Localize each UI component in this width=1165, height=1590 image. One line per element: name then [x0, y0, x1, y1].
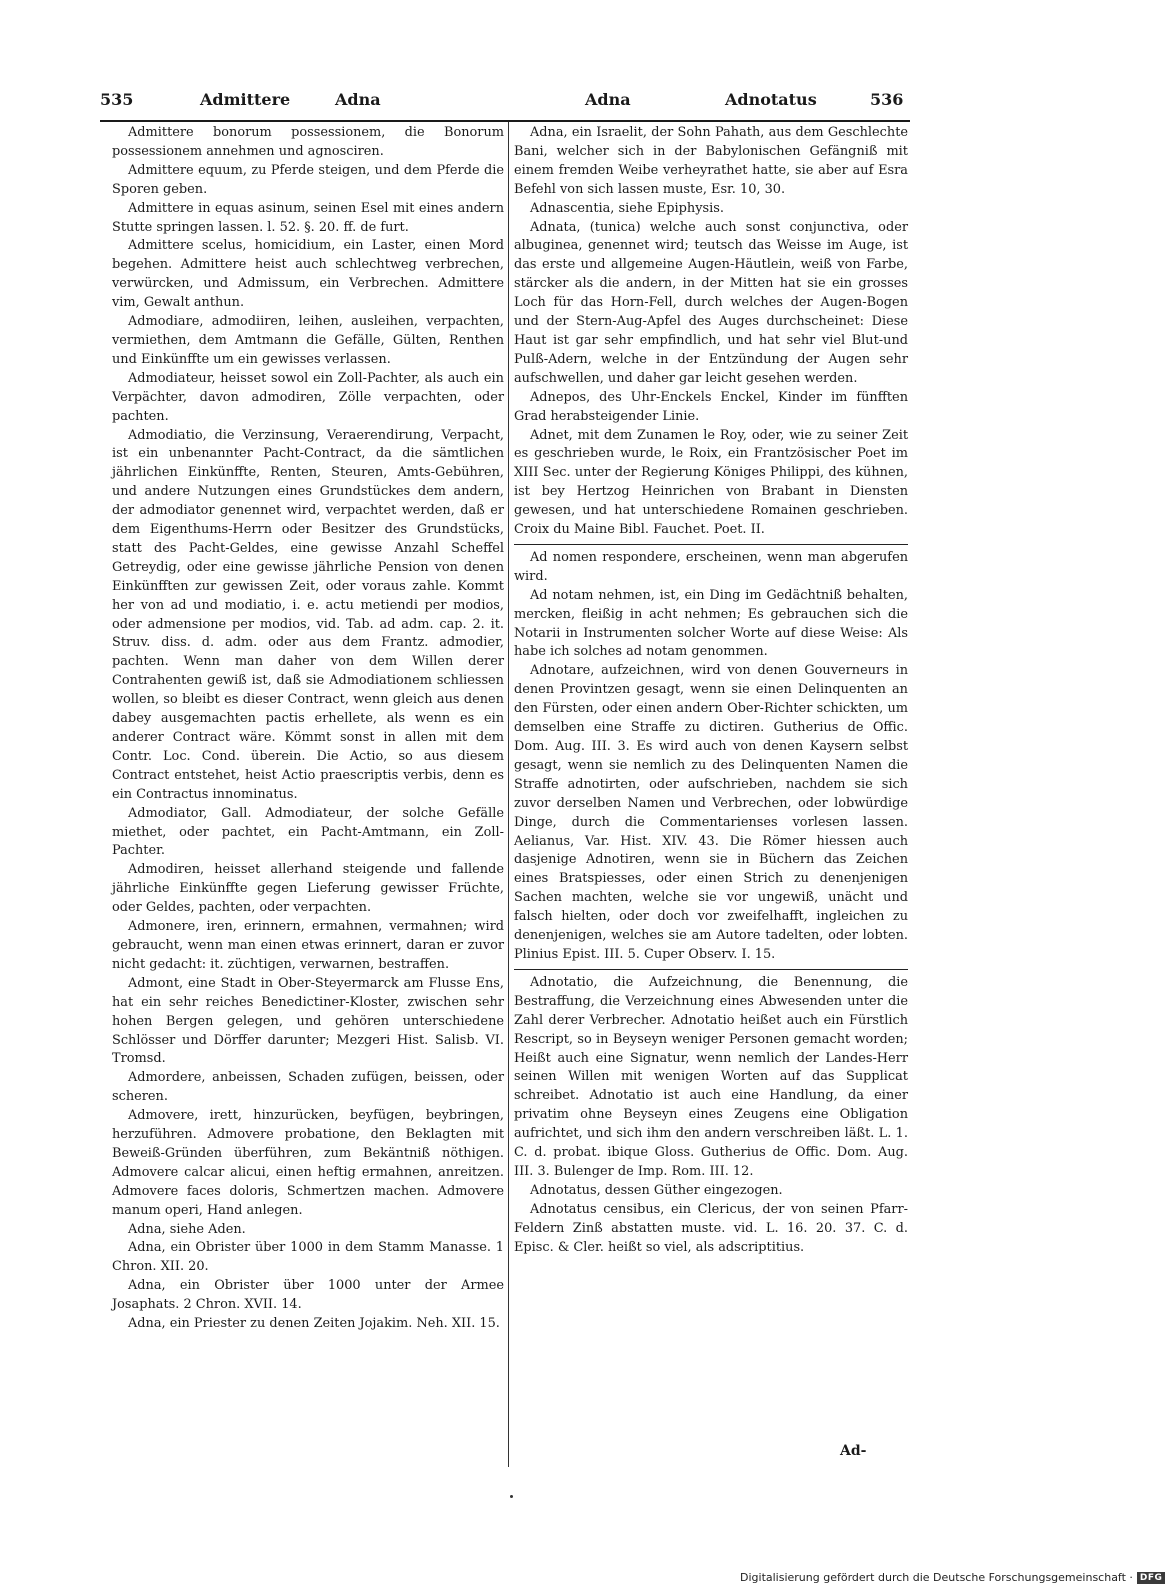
page-number-left: 535 [100, 90, 134, 109]
entry: Admittere scelus, homicidium, ein Laster, einen Mord begehen. Admittere heist auch schlechtweg verbrechen, verwürcken, und Admissum, ein Verbrechen. Admittere vim, Gewalt anthun. [112, 238, 504, 311]
entry: Adnotare, aufzeichnen, wird von denen Gouverneurs in denen Provintzen gesagt, wenn sie einen Delinquenten an den Fürsten, oder einen andern Ober-Richter schickten, um demselben eine Straffe zu dictiren. Gutherius de Offic. Dom. Aug. III. 3. Es wird auch von denen Kaysern selbst gesagt, wenn sie nemlich zu des Delinquenten Namen die Straffe adnotirten, oder aufschrieben, nachdem sie sich zuvor derselben Namen und Verbrechen, oder lobwürdige Dinge, durch die Commentarienses vorlesen lassen. Aelianus, Var. Hist. XIV. 43. Die Römer hiessen auch dasjenige Adnotiren, wenn sie in Büchern das Zeichen eines Bratspiesses, oder einen Strich zu denenjenigen Sachen machten, welche sie vor ungewiß, unächt und falsch hielten, oder doch vor zweifelhafft, ingleichen zu denenjenigen, welches sie am Autore tadelten, oder lobten. Plinius Epist. III. 5. Cuper Observ. I. 15. [514, 663, 908, 962]
entry: Admodiren, heisset allerhand steigende und fallende jährliche Einkünffte gegen Lieferung gewisser Früchte, oder Geldes, pachten, oder verpachten. [112, 862, 504, 916]
entry: Admittere bonorum possessionem, die Bonorum possessionem annehmen und agnosciren. [112, 125, 504, 159]
footer-text: Digitalisierung gefördert durch die Deutsche Forschungsgemeinschaft · [740, 1571, 1133, 1584]
left-column [112, 124, 504, 1334]
header-word-right-2: Adnotatus [725, 90, 817, 109]
entry: Admovere, irett, hinzurücken, beyfügen, beybringen, herzuführen. Admovere probatione, den Beklagten mit Beweiß-Gründen überführen, zum Bekäntniß nöthigen. Admovere calcar alicui, einen heftig ermahnen, anreitzen. Admovere faces doloris, Schmertzen machen. Admovere manum operi, Hand anlegen. [112, 1108, 504, 1218]
entry: Adna, siehe Aden. [128, 1221, 246, 1237]
entry: Admordere, anbeissen, Schaden zufügen, beissen, oder scheren. [112, 1070, 504, 1105]
entry: Adnotatus censibus, ein Clericus, der von seinen Pfarr-Feldern Zinß abstatten muste. vid. L. 16. 20. 37. C. d. Episc. & Cler. heißt so viel, als adscriptitius. [514, 1201, 908, 1255]
entry: Admont, eine Stadt in Ober-Steyermarck am Flusse Ens, hat ein sehr reiches Benedictiner-Kloster, zwischen sehr hohen Bergen gelegen, und gehören unterschiedene Schlösser und Dörffer darunter; Mezgeri Hist. Salisb. VI. Tromsd. [112, 975, 504, 1067]
entry: Admittere in equas asinum, seinen Esel mit eines andern Stutte springen lassen. l. 52. §. 20. ff. de furt. [112, 200, 504, 235]
right-column [514, 124, 908, 1257]
print-mark [510, 1495, 513, 1498]
header-word-left-1: Admittere [200, 90, 291, 109]
entry: Adnet, mit dem Zunamen le Roy, oder, wie zu seiner Zeit es geschrieben wurde, le Roix, ein Frantzösischer Poet im XIII Sec. unter der Regierung Königes Philippi, des kühnen, ist bey Hertzog Heinrichen von Brabant in Diensten gewesen, und hat unterschiedene Romainen geschrieben. Croix du Maine Bibl. Fauchet. Poet. II. [514, 427, 908, 538]
header-word-left-2: Adna [335, 90, 381, 109]
entry-divider [514, 544, 908, 545]
entry: Adnotatus, dessen Güther eingezogen. [530, 1182, 783, 1198]
entry: Ad nomen respondere, erscheinen, wenn man abgerufen wird. [514, 549, 908, 584]
header-word-right-1: Adna [585, 90, 631, 109]
entry: Adna, ein Israelit, der Sohn Pahath, aus dem Geschlechte Bani, welcher sich in der Babylonischen Gefängniß mit einem fremden Weibe verheyrathet hatte, sie aber auf Esra Befehl von sich lassen muste, Esr. 10, 30. [514, 125, 908, 197]
entry: Adna, ein Obrister über 1000 in dem Stamm Manasse. 1 Chron. XII. 20. [112, 1240, 504, 1275]
entry: Admodiateur, heisset sowol ein Zoll-Pachter, als auch ein Verpächter, davon admodiren, Zölle verpachten, oder pachten. [112, 370, 504, 424]
header-rule [100, 120, 910, 122]
entry: Admonere, iren, erinnern, ermahnen, vermahnen; wird gebraucht, wenn man einen etwas erinnert, daran er zuvor nicht gedacht: it. züchtigen, verwarnen, bestraffen. [112, 919, 504, 972]
catchword: Ad- [840, 1443, 867, 1459]
entry: Adnata, (tunica) welche auch sonst conjunctiva, oder albuginea, genennet wird; teutsch das Weisse im Auge, ist das erste und allgemeine Augen-Häutlein, weiß von Farbe, stärcker als die andern, in der Mitten hat sie ein grosses Loch für das Horn-Fell, durch welches der Augen-Bogen und der Stern-Aug-Apfel des Auges durchscheinet: Diese Haut ist gar sehr empfindlich, und hat sehr viel Blut-und Pulß-Adern, welche in der Entzündung der Augen sehr aufschwellen, und daher gar leicht gesehen werden. [514, 219, 908, 386]
column-divider [508, 122, 509, 1467]
page-header [100, 90, 910, 116]
entry: Admodiator, Gall. Admodiateur, der solche Gefälle miethet, oder pachtet, ein Pacht-Amtmann, ein Zoll-Pachter. [112, 805, 504, 859]
entry: Adnascentia, siehe Epiphysis. [530, 200, 724, 216]
entry: Admodiare, admodiiren, leihen, ausleihen, verpachten, vermiethen, dem Amtmann die Gefälle, Gülten, Renthen und Einkünffte um ein gewisses verlassen. [112, 314, 504, 367]
entry: Admodiatio, die Verzinsung, Veraerendirung, Verpacht, ist ein unbenannter Pacht-Contract, da die sämtlichen jährlichen Einkünffte, Renten, Steuren, Amts-Gebühren, und andere Nutzungen eines Grundstückes dem andern, der admodiator genennet wird, verpachtet werden, daß er dem Eigenthums-Herrn oder Besitzer des Grundstücks, statt des Pacht-Geldes, eine gewisse Anzahl Scheffel Getreydig, oder eine gewisse jährliche Pension von denen Einkünfften zur gewissen Zeit, oder voraus zahle. Kommt her von ad und modiatio, i. e. actu metiendi per modios, oder admensione per modios, vid. Tab. ad adm. cap. 2. it. Struv. diss. d. adm. oder aus dem Frantz. admodier, pachten. Wenn man daher von dem Willen derer Contrahenten gewiß ist, daß sie Admodiationem schliessen wollen, so bleibt es dieser Contract, wenn gleich aus denen dabey ausgemachten pactis erhellete, als wenn es ein anderer Contract wäre. Kömmt sonst in allen mit dem Contr. Loc. Cond. überein. Die Actio, so aus diesem Contract entstehet, heist Actio praescriptis verbis, denn es ein Contractus innominatus. [112, 427, 504, 802]
entry: Adnepos, des Uhr-Enckels Enckel, Kinder im fünfften Grad herabsteigender Linie. [514, 389, 908, 424]
entry: Admittere equum, zu Pferde steigen, und dem Pferde die Sporen geben. [112, 162, 504, 197]
entry-divider [514, 969, 908, 970]
page-number-right: 536 [870, 90, 904, 109]
dfg-logo-icon: DFG [1137, 1572, 1165, 1584]
entry: Adna, ein Obrister über 1000 unter der Armee Josaphats. 2 Chron. XVII. 14. [112, 1278, 504, 1313]
entry: Ad notam nehmen, ist, ein Ding im Gedächtniß behalten, mercken, fleißig in acht nehmen; Es gebrauchen sich die Notarii in Instrumenten solcher Worte auf diese Weise: Als habe ich solches ad notam genommen. [514, 587, 908, 660]
entry: Adnotatio, die Aufzeichnung, die Benennung, die Bestraffung, die Verzeichnung eines Abwesenden unter die Zahl derer Verbrecher. Adnotatio heißet auch ein Fürstlich Rescript, so in Beyseyn weniger Personen gemacht worden; Heißt auch eine Signatur, wenn nemlich der Landes-Herr seinen Willen mit wenigen Worten auf das Supplicat schreibet. Adnotatio ist auch eine Handlung, da einer privatim ohne Beyseyn eines Zeugens eine Obligation aufrichtet, und sich ihm den andern verschreiben läßt. L. 1. C. d. probat. ibique Gloss. Gutherius de Offic. Dom. Aug. III. 3. Bulenger de Imp. Rom. III. 12. [514, 974, 908, 1179]
entry: Adna, ein Priester zu denen Zeiten Jojakim. Neh. XII. 15. [128, 1316, 500, 1332]
digitization-footer [740, 1571, 1165, 1584]
